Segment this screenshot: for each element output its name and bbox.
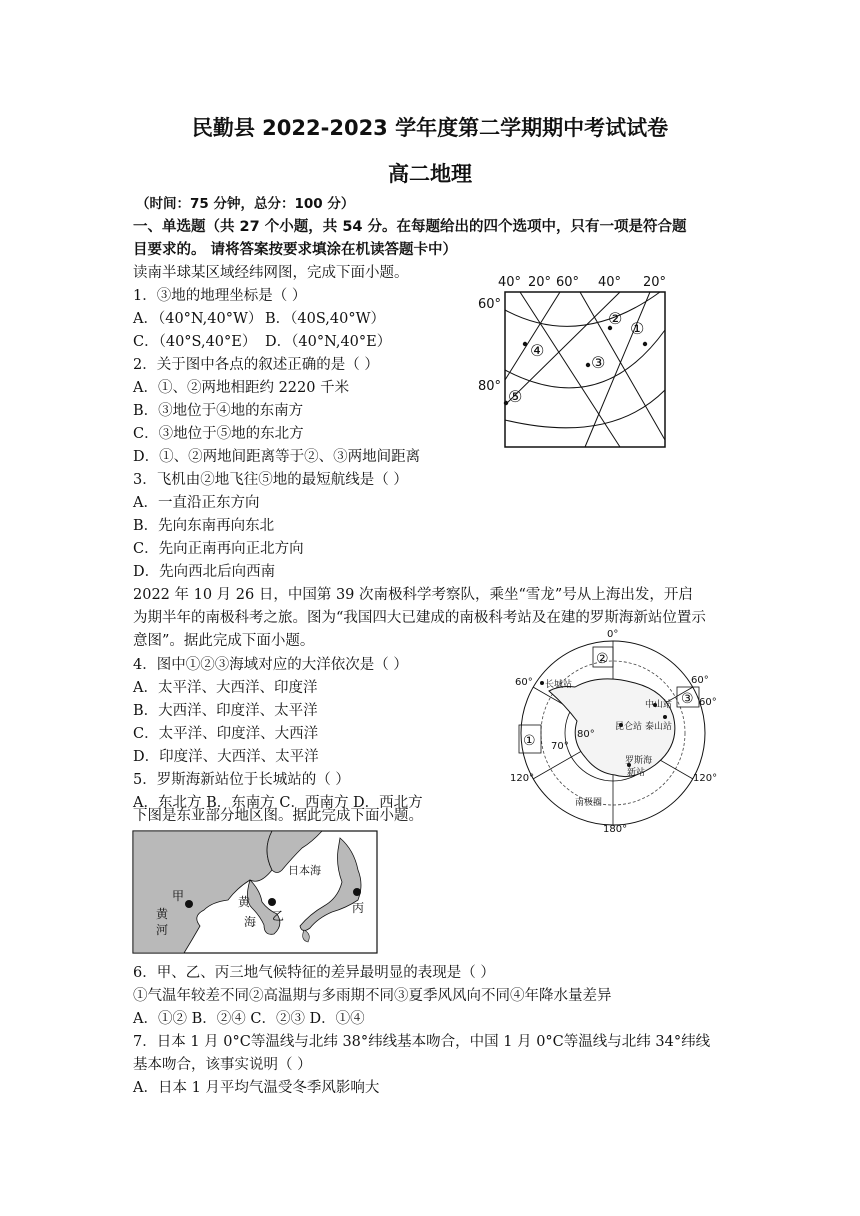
q3-option-a: A．一直沿正东方向 (133, 495, 260, 511)
q4-option-d: D．印度洋、大西洋、太平洋 (133, 749, 319, 765)
point-label: ② (608, 309, 623, 328)
q6-statements: ①气温年较差不同②高温期与多雨期不同③夏季风风向不同④年降水量差异 (133, 988, 612, 1004)
left-label: 60° (478, 297, 502, 312)
label-huanghai: 黄 (238, 895, 251, 909)
q4-option-a: A．太平洋、大西洋、印度洋 (133, 680, 318, 696)
top-label: 20° (643, 275, 667, 290)
point-jia (185, 900, 193, 908)
q2-option-c: C．③地位于⑤地的东北方 (133, 426, 304, 442)
map-label: 120° (693, 773, 718, 784)
group2-intro-line1: 2022 年 10 月 26 日，中国第 39 次南极科学考察队，乘坐“雪龙”号从上海出发，开启 (133, 587, 693, 603)
zone-label: ② (596, 651, 609, 667)
point-bing (353, 888, 361, 896)
map-label: 60° (515, 677, 533, 688)
east-asia-map (132, 830, 378, 954)
station-label: 罗斯海 (625, 756, 653, 766)
q1-option-b: B．（40S,40°W） (265, 311, 385, 327)
top-label: 60° (556, 275, 580, 290)
q6-options: A．①② B．②④ C．②③ D．①④ (133, 1011, 365, 1027)
exam-meta: （时间：75 分钟，总分：100 分） (136, 196, 355, 212)
station-dot (663, 715, 667, 719)
q2-option-d: D．①、②两地间距离等于②、③两地间距离 (133, 449, 421, 465)
label-bing: 丙 (352, 901, 365, 915)
exam-subject: 高二地理 (388, 162, 472, 186)
station-dot (540, 681, 544, 685)
station-label: 中山站 (645, 700, 673, 710)
q1-option-d: D．（40°N,40°E） (265, 334, 392, 350)
q5-stem: 5．罗斯海新站位于长城站的（ ） (133, 772, 350, 788)
point-dot (586, 363, 590, 367)
map-label: 180° (603, 824, 628, 835)
group1-intro: 读南半球某区域经纬网图，完成下面小题。 (133, 265, 409, 281)
zone-label: ③ (681, 691, 694, 707)
map-label: 70° (551, 741, 569, 752)
q6-stem: 6．甲、乙、丙三地气候特征的差异最明显的表现是（ ） (133, 965, 495, 981)
q3-stem: 3．飞机由②地飞往⑤地的最短航线是（ ） (133, 472, 408, 488)
parallel-arc (505, 390, 665, 428)
point-dot (643, 342, 647, 346)
q3-option-c: C．先向正南再向正北方向 (133, 541, 304, 557)
point-label: ① (630, 319, 645, 338)
q4-option-c: C．太平洋、印度洋、大西洋 (133, 726, 319, 742)
q3-option-d: D．先向西北后向西南 (133, 564, 276, 580)
group2-intro-line2: 为期半年的南极科考之旅。图为“我国四大已建成的南极科考站及在建的罗斯海新站位置示 (133, 610, 706, 626)
q7-stem-line1: 7．日本 1 月 0°C等温线与北纬 38°纬线基本吻合，中国 1 月 0°C等温线与北纬 34°纬线 (133, 1034, 711, 1050)
antarctic-map (505, 625, 720, 835)
top-label: 40° (498, 275, 522, 290)
q1-option-a: A．（40°N,40°W） (133, 311, 263, 327)
left-label: 80° (478, 379, 502, 394)
label-huanghe: 河 (156, 923, 169, 937)
q4-stem: 4．图中①②③海域对应的大洋依次是（ ） (133, 657, 408, 673)
parallel-arc (505, 330, 665, 388)
q1-stem: 1．③地的地理坐标是（ ） (133, 288, 307, 304)
q2-stem: 2．关于图中各点的叙述正确的是（ ） (133, 357, 379, 373)
label-yi: 乙 (272, 909, 285, 923)
top-label: 20° (528, 275, 552, 290)
label-huanghai: 海 (244, 915, 257, 929)
top-label: 40° (598, 275, 622, 290)
station-label: 昆仑站 (615, 722, 643, 732)
station-label: 新站 (627, 768, 646, 778)
exam-title: 民勤县 2022-2023 学年度第二学期期中考试试卷 (191, 116, 669, 140)
map-label: 60° (691, 675, 709, 686)
q2-option-a: A．①、②两地相距约 2220 千米 (133, 380, 350, 396)
q3-option-b: B．先向东南再向东北 (133, 518, 275, 534)
map-label: 80° (577, 729, 595, 740)
zone-label: ① (523, 733, 536, 749)
point-label: ⑤ (508, 387, 523, 406)
map-label: 0° (607, 629, 619, 640)
point-label: ④ (530, 341, 545, 360)
section-heading-line1: 一、单选题（共 27 个小题，共 54 分。在每题给出的四个选项中，只有一项是符合题 (133, 219, 687, 235)
map-label: 120° (510, 773, 535, 784)
point-yi (268, 898, 276, 906)
map-frame (505, 292, 665, 447)
q5-options: A．东北方 B．东南方 C．西南方 D．西北方 (133, 795, 423, 811)
label-sea-of-japan: 日本海 (288, 864, 321, 877)
label-jia: 甲 (172, 889, 185, 903)
q2-option-b: B．③地位于④地的东南方 (133, 403, 304, 419)
station-label: 泰山站 (645, 722, 673, 732)
point-label: ③ (591, 353, 606, 372)
section-heading-line2: 目要求的。 请将答案按要求填涂在机读答题卡中） (133, 242, 458, 258)
graticule-map (470, 270, 675, 452)
map-label: 南极圈 (575, 798, 603, 808)
map-label: 60° (699, 697, 717, 708)
group3-intro: 下图是东亚部分地区图。据此完成下面小题。 (133, 808, 423, 824)
q1-option-c: C．（40°S,40°E） (133, 334, 257, 350)
q7-option-a: A．日本 1 月平均气温受冬季风影响大 (133, 1080, 380, 1096)
point-dot (523, 342, 527, 346)
station-label: 长城站 (545, 680, 573, 690)
q7-stem-line2: 基本吻合，该事实说明（ ） (133, 1057, 312, 1073)
meridian-line (505, 292, 560, 380)
label-huanghe: 黄 (156, 907, 169, 921)
group2-intro-line3: 意图”。据此完成下面小题。 (133, 633, 315, 649)
q4-option-b: B．大西洋、印度洋、太平洋 (133, 703, 318, 719)
